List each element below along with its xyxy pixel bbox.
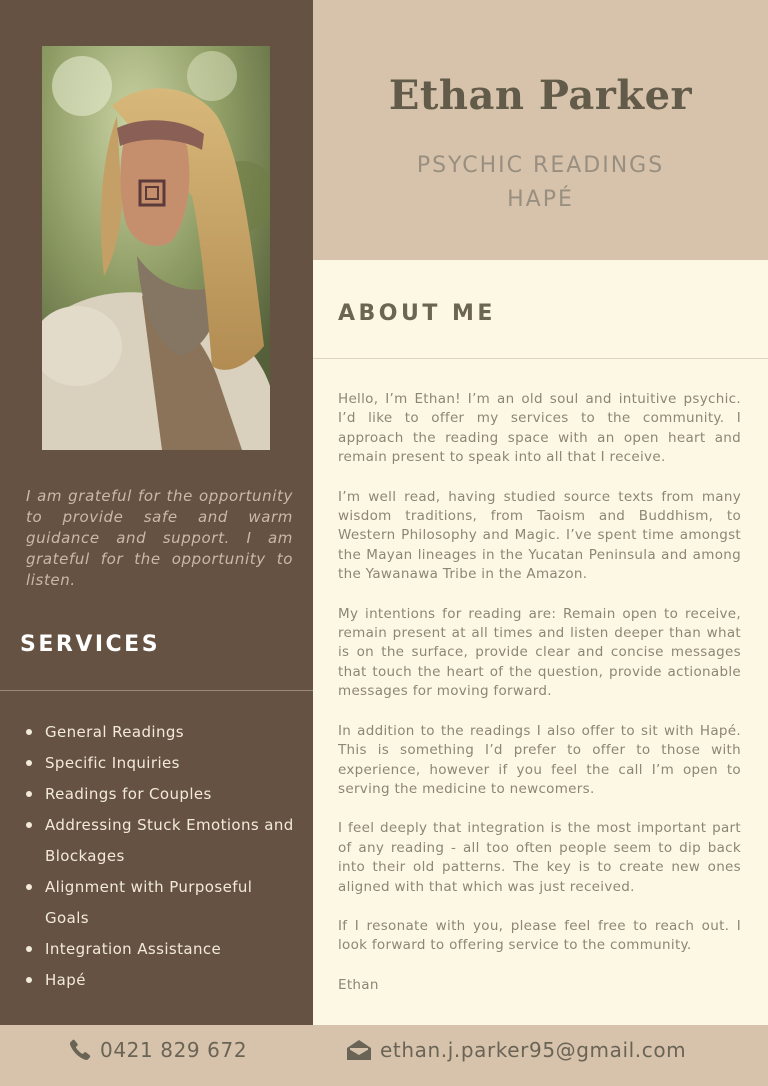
about-paragraph: Hello, I’m Ethan! I’m an old soul and intuitive psychic. I’d like to offer my services to the community. I approach the reading space with an open heart and remain present to speak into all that I receive. xyxy=(338,391,741,466)
about-signature: Ethan xyxy=(338,976,379,993)
phone-number: 0421 829 672 xyxy=(100,1038,248,1062)
service-item xyxy=(26,934,296,965)
phone-contact[interactable] xyxy=(68,1038,247,1062)
bullet-icon xyxy=(26,729,32,735)
email-address: ethan.j.parker95@gmail.com xyxy=(380,1038,687,1062)
service-label: Specific Inquiries xyxy=(45,754,180,772)
service-item xyxy=(26,965,296,996)
bullet-icon xyxy=(26,946,32,952)
bullet-icon xyxy=(26,822,32,828)
services-divider xyxy=(0,690,313,691)
page-title: Ethan Parker xyxy=(388,72,693,119)
service-label: Addressing Stuck Emotions and Blockages xyxy=(45,816,294,865)
service-label: Alignment with Purposeful Goals xyxy=(45,878,253,927)
service-label: General Readings xyxy=(45,723,184,741)
about-paragraph: My intentions for reading are: Remain open to receive, remain present at all times and listen deeper than what is on the surface, provide clear and concise messages that touch the heart of the question, provide actionable messages for moving forward. xyxy=(338,605,741,700)
bullet-icon xyxy=(26,791,32,797)
envelope-icon xyxy=(346,1038,372,1062)
bullet-icon xyxy=(26,760,32,766)
services-title: SERVICES xyxy=(20,632,161,657)
subtitle-line-1: PSYCHIC READINGS xyxy=(416,153,665,178)
about-text xyxy=(338,390,741,1015)
services-list xyxy=(26,717,296,996)
about-paragraph: If I resonate with you, please feel free to reach out. I look forward to offering service to the community. xyxy=(338,917,741,954)
service-item xyxy=(26,872,296,934)
header-block xyxy=(313,0,768,260)
service-item xyxy=(26,810,296,872)
bullet-icon xyxy=(26,977,32,983)
about-divider xyxy=(313,358,768,359)
service-label: Readings for Couples xyxy=(45,785,212,803)
phone-icon xyxy=(68,1038,92,1062)
bullet-icon xyxy=(26,884,32,890)
service-item xyxy=(26,717,296,748)
service-label: Hapé xyxy=(45,971,86,989)
service-label: Integration Assistance xyxy=(45,940,222,958)
about-paragraph: In addition to the readings I also offer to sit with Hapé. This is something I’d prefer to offer to those with experience, however if you feel the call I’m open to serving the medicine to newcomers. xyxy=(338,722,741,797)
email-contact[interactable] xyxy=(346,1038,686,1062)
service-item xyxy=(26,779,296,810)
service-item xyxy=(26,748,296,779)
profile-photo xyxy=(42,46,270,450)
about-paragraph: I feel deeply that integration is the most important part of any reading - all too often people seem to dip back into their old patterns. The key is to create new ones aligned with that which was just received. xyxy=(338,820,741,895)
about-paragraph: I’m well read, having studied source texts from many wisdom traditions, from Taoism and Buddhism, to Western Philosophy and Magic. I’ve spent time amongst the Mayan lineages in the Yucatan Peninsula and among the Yawanawa Tribe in the Amazon. xyxy=(338,488,741,583)
about-title: ABOUT ME xyxy=(338,301,496,326)
subtitle-line-2: HAPÉ xyxy=(507,187,574,212)
sidebar-quote: I am grateful for the opportunity to provide safe and warm guidance and support. I am grateful for the opportunity to listen. xyxy=(26,487,293,589)
